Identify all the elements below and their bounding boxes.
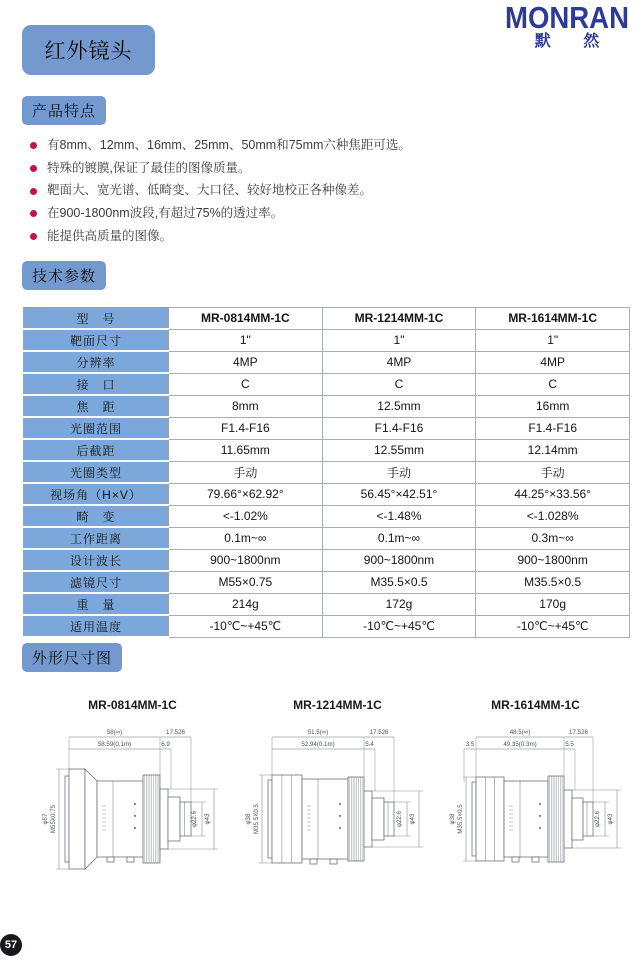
spec-cell: 12.55mm [322,439,476,461]
spec-cell: 11.65mm [169,439,323,461]
dimension-label: 49.35(0.3m) [503,741,537,748]
lens-model-label: MR-0814MM-1C [88,698,177,712]
lens-figure [240,698,435,884]
spec-cell: -10℃~+45℃ [169,615,323,637]
dimension-label: φ38 [449,813,456,825]
spec-row [24,373,630,395]
spec-cell: <-1.48% [322,505,476,527]
brand-logo [500,1,634,52]
bullet-icon [30,165,37,172]
dimension-label: φ38 [245,813,252,825]
bullet-icon [30,233,37,240]
spec-cell: MR-1214MM-1C [322,308,476,330]
page-title: 红外镜头 [22,25,155,75]
spec-cell: MR-0814MM-1C [169,308,323,330]
spec-cell: 4MP [322,351,476,373]
spec-cell: -10℃~+45℃ [322,615,476,637]
spec-cell: 4MP [169,351,323,373]
dimension-label: M55X0.75 [50,804,57,834]
lens-drawing [438,724,633,884]
spec-row-label: 视场角（H×V） [24,483,169,505]
lens-model-label: MR-1214MM-1C [293,698,382,712]
spec-row-label: 适用温度 [24,615,169,637]
spec-row [24,329,630,351]
spec-cell: C [476,373,630,395]
dimension-label: 17.526 [369,729,389,736]
spec-cell: 172g [322,593,476,615]
section-heading-drawings: 外形尺寸图 [22,643,122,672]
feature-item [30,184,590,197]
spec-cell: -10℃~+45℃ [476,615,630,637]
spec-row-label: 型 号 [24,308,169,330]
spec-cell: F1.4-F16 [476,417,630,439]
spec-row [24,593,630,615]
spec-cell: <-1.02% [169,505,323,527]
dimension-label: φ43 [607,813,614,825]
brand-wordmark: MONRAN [505,1,629,35]
spec-cell: 214g [169,593,323,615]
spec-row [24,308,630,330]
spec-row-label: 光圈范围 [24,417,169,439]
spec-cell: 0.3m~∞ [476,527,630,549]
dimension-label: 5.4 [365,741,374,748]
section-heading-features: 产品特点 [22,96,106,125]
spec-row [24,461,630,483]
spec-cell: C [322,373,476,395]
spec-cell: 4MP [476,351,630,373]
dimension-label: 3.5 [465,741,475,748]
spec-cell: 1" [476,329,630,351]
spec-cell: MR-1614MM-1C [476,308,630,330]
spec-row-label: 畸 变 [24,505,169,527]
page-number-badge: 57 [0,934,22,956]
spec-row [24,527,630,549]
spec-cell: 0.1m~∞ [169,527,323,549]
feature-text: 特殊的镀膜,保证了最佳的图像质量。 [47,160,251,175]
feature-item [30,139,590,152]
lens-drawing [240,724,435,884]
spec-row-label: 焦 距 [24,395,169,417]
spec-cell: 12.5mm [322,395,476,417]
dimension-label: 48.5(∞) [509,729,531,736]
dimension-label: φ43 [204,813,211,825]
features-list [30,139,590,253]
spec-cell: 56.45°×42.51° [322,483,476,505]
lens-figure [438,698,633,884]
spec-row [24,505,630,527]
spec-cell: 1" [169,329,323,351]
spec-cell: F1.4-F16 [322,417,476,439]
spec-cell: 1" [322,329,476,351]
dimension-label: 5.5 [565,741,574,748]
spec-row [24,615,630,637]
feature-text: 能提供高质量的图像。 [47,229,173,244]
spec-row [24,549,630,571]
dimension-label: M35.5X0.5 [253,804,260,834]
spec-cell: 44.25°×33.56° [476,483,630,505]
spec-cell: 手动 [476,461,630,483]
spec-cell: 手动 [322,461,476,483]
spec-cell: 8mm [169,395,323,417]
lens-model-label: MR-1614MM-1C [491,698,580,712]
spec-cell: 900~1800nm [476,549,630,571]
feature-text: 靶面大、宽光谱、低畸变、大口径、较好地校正各种像差。 [47,183,373,198]
spec-cell: M35.5×0.5 [476,571,630,593]
brand-chinese-name: 默 然 [534,33,614,50]
section-heading-specs: 技术参数 [22,261,106,290]
spec-row-label: 工作距离 [24,527,169,549]
spec-row [24,351,630,373]
dimension-label: φ57 [42,813,49,825]
spec-cell: M55×0.75 [169,571,323,593]
spec-cell: F1.4-F16 [169,417,323,439]
spec-row [24,571,630,593]
spec-row-label: 重 量 [24,593,169,615]
dimension-label: 17.526 [166,729,185,736]
spec-row [24,395,630,417]
spec-row-label: 设计波长 [24,549,169,571]
spec-cell: 12.14mm [476,439,630,461]
dimension-label: 52.94(0.1m) [301,741,335,748]
spec-row-label: 光圈类型 [24,461,169,483]
feature-text: 有8mm、12mm、16mm、25mm、50mm和75mm六种焦距可选。 [47,138,411,153]
spec-cell: 900~1800nm [322,549,476,571]
spec-row [24,439,630,461]
dimension-label: 58(∞) [106,729,123,736]
lens-drawing [35,724,230,884]
feature-item [30,207,590,220]
feature-item [30,230,590,243]
bullet-icon [30,142,37,149]
bullet-icon [30,188,37,195]
spec-row [24,483,630,505]
spec-cell: 0.1m~∞ [322,527,476,549]
spec-row-label: 滤镜尺寸 [24,571,169,593]
spec-cell: 170g [476,593,630,615]
dimension-label: 58.59(0.1m) [97,741,132,748]
spec-cell: 79.66°×62.92° [169,483,323,505]
spec-row-label: 后截距 [24,439,169,461]
dimension-label: φ43 [409,813,416,825]
specs-table [23,307,630,638]
spec-cell: <-1.028% [476,505,630,527]
spec-cell: 16mm [476,395,630,417]
dimension-drawings [0,698,638,898]
spec-row [24,417,630,439]
dimension-label: 51.5(∞) [307,729,329,736]
feature-item [30,162,590,175]
spec-row-label: 分辨率 [24,351,169,373]
spec-cell: 手动 [169,461,323,483]
dimension-label: 17.526 [569,729,588,736]
spec-row-label: 接 口 [24,373,169,395]
lens-figure [35,698,230,884]
spec-cell: 900~1800nm [169,549,323,571]
spec-row-label: 靶面尺寸 [24,329,169,351]
spec-cell: M35.5×0.5 [322,571,476,593]
dimension-label: M35.5×0.5 [457,804,464,834]
spec-cell: C [169,373,323,395]
dimension-label: φ22.6 [396,810,403,828]
dimension-label: φ22.6 [191,810,198,828]
dimension-label: 6.9 [161,741,170,748]
feature-text: 在900-1800nm波段,有超过75%的透过率。 [47,206,284,221]
dimension-label: φ22.6 [594,810,601,828]
bullet-icon [30,210,37,217]
